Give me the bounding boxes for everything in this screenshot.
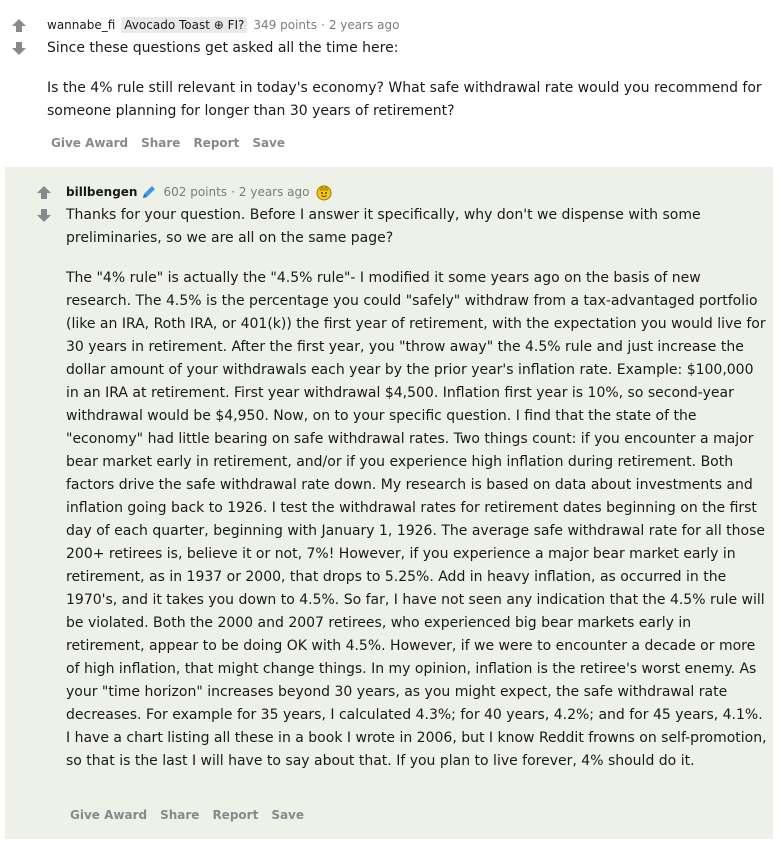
pencil-icon bbox=[141, 184, 157, 200]
give-award-button[interactable]: Give Award bbox=[51, 136, 129, 150]
vote-column bbox=[9, 16, 29, 58]
separator-dot: · bbox=[231, 185, 235, 199]
comment-actions bbox=[51, 136, 298, 150]
vote-column bbox=[34, 183, 54, 225]
timestamp[interactable]: 2 years ago bbox=[238, 185, 310, 199]
timestamp[interactable]: 2 years ago bbox=[328, 18, 400, 32]
comment-paragraph: The "4% rule" is actually the "4.5% rule"- I modified it some years ago on the basis of new research. The 4.5% is the percentage you could "safely" withdraw from a tax-advantaged portfolio (like an IRA, Roth IRA, or 401(k)) the first year of retirement, with the expectation you would live for 30 years in retirement. After the first year, you "throw away" the 4.5% rule and just increase the dollar amount of your withdrawals each year by the prior year's inflation rate. Example: $100,000 in an IRA at retirement. First year withdrawal $4,500. Inflation first year is 10%, so second-year withdrawal would be $4,950. Now, on to your specific question. I find that the state of the "economy" had little bearing on safe withdrawal rates. Two things count: if you encounter a major bear market early in retirement, and/or if you experience high inflation during retirement. Both factors drive the safe withdrawal rate down. My research is based on data about investments and inflation going back to 1926. I test the withdrawal rates for retirement dates beginning on the first day of each quarter, beginning with January 1, 1926. The average safe withdrawal rate for all those 200+ retirees is, believe it or not, 7%! However, if you experience a major bear market early in retirement, as in 1937 or 2000, that drops to 5.25%. Add in heavy inflation, as occurred in the 1970's, and it takes you down to 4.5%. So far, I have not seen any indication that the 4.5% rule will be violated. Both the 2000 and 2007 retirees, who experienced big bear markets early in retirement, appear to be doing OK with 4.5%. However, if we were to encounter a decade or more of high inflation, that might change things. In my opinion, inflation is the retiree's worst enemy. As your "time horizon" increases beyond 30 years, as you might expect, the safe withdrawal rate decreases. For example for 35 years, I calculated 4.3%; for 40 years, 4.2%; and for 45 years, 4.1%. I have a chart listing all these in a book I wrote in 2006, but I know Reddit frowns on self-promotion, so that is the last I will have to say about that. If you plan to live forever, 4% should do it. bbox=[66, 270, 767, 769]
comment-actions bbox=[70, 808, 317, 822]
comment-paragraph: Is the 4% rule still relevant in today's economy? What safe withdrawal rate would you recommend for someone planning for longer than 30 years of retirement? bbox=[47, 80, 762, 119]
upvote-icon[interactable] bbox=[34, 183, 54, 203]
report-button[interactable]: Report bbox=[212, 808, 259, 822]
points-count: 349 points bbox=[253, 18, 317, 32]
user-flair: Avocado Toast ⊕ FI? bbox=[121, 17, 247, 33]
give-award-button[interactable]: Give Award bbox=[70, 808, 148, 822]
separator-dot: · bbox=[321, 18, 325, 32]
award-icon[interactable] bbox=[315, 183, 333, 201]
downvote-icon[interactable] bbox=[9, 38, 29, 58]
points-count: 602 points bbox=[163, 185, 228, 199]
share-button[interactable]: Share bbox=[160, 808, 200, 822]
share-button[interactable]: Share bbox=[141, 136, 181, 150]
save-button[interactable]: Save bbox=[252, 136, 286, 150]
author-link[interactable]: wannabe_fi bbox=[47, 18, 116, 32]
parent-comment bbox=[0, 0, 780, 165]
reply-comment bbox=[0, 167, 780, 839]
comment-body bbox=[66, 204, 767, 773]
comment-meta bbox=[66, 182, 333, 202]
comment-paragraph: Thanks for your question. Before I answer it specifically, why don't we dispense with some preliminaries, so we are all on the same page? bbox=[66, 207, 701, 246]
comment-meta bbox=[47, 16, 399, 34]
report-button[interactable]: Report bbox=[193, 136, 240, 150]
upvote-icon[interactable] bbox=[9, 16, 29, 36]
comment-paragraph: Since these questions get asked all the time here: bbox=[47, 40, 399, 56]
save-button[interactable]: Save bbox=[271, 808, 305, 822]
author-link[interactable]: billbengen bbox=[66, 185, 138, 199]
downvote-icon[interactable] bbox=[34, 205, 54, 225]
comment-body bbox=[47, 37, 767, 123]
